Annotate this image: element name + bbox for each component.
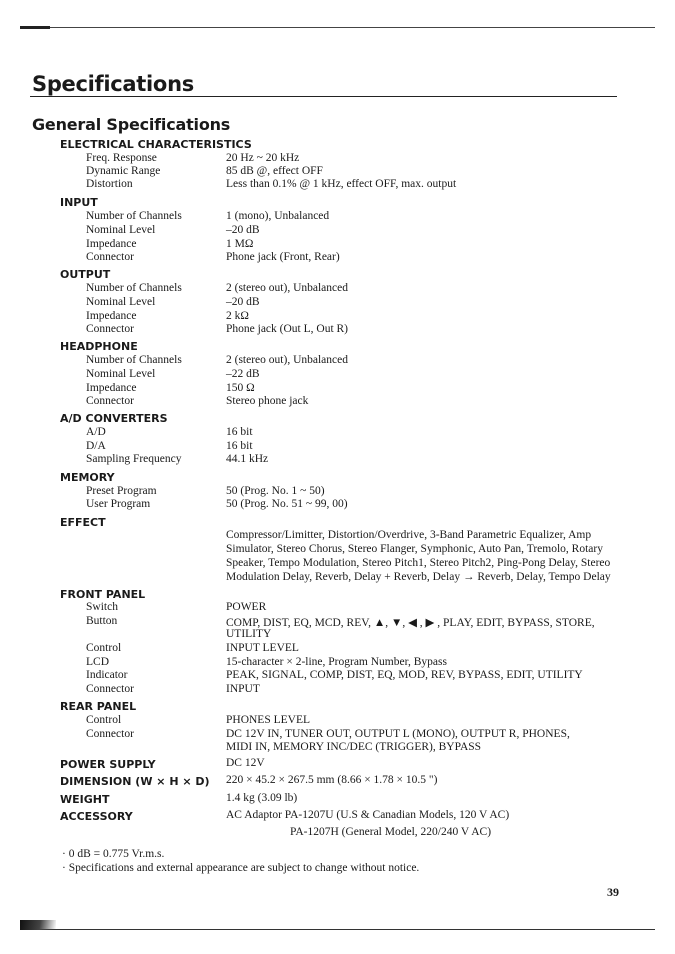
spec-value: POWER [226,601,267,613]
page-number: 39 [607,885,619,899]
heading-dimension: DIMENSION (W × H × D) [60,775,210,788]
spec-label: Number of Channels [86,282,182,294]
spec-label: Number of Channels [86,210,182,222]
spec-label: D/A [86,440,106,452]
spec-label: Nominal Level [86,224,156,236]
spec-value: 15-character × 2-line, Program Number, Bypass [226,656,447,668]
heading-input: INPUT [60,196,98,209]
heading-effect: EFFECT [60,516,106,529]
spec-label: Distortion [86,178,133,190]
spec-value: –22 dB [226,368,260,380]
spec-value: 20 Hz ~ 20 kHz [226,152,300,164]
bottom-rule [20,929,655,930]
spec-value: –20 dB [226,224,260,236]
spec-value: UTILITY [226,628,272,640]
spec-label: Preset Program [86,485,157,497]
heading-memory: MEMORY [60,471,115,484]
spec-label: Control [86,714,122,726]
spec-value: MIDI IN, MEMORY INC/DEC (TRIGGER), BYPASS [226,741,482,753]
heading-accessory: ACCESSORY [60,810,133,823]
spec-value: 1.4 kg (3.09 lb) [226,792,298,804]
spec-value: PA-1207H (General Model, 220/240 V AC) [290,826,492,838]
spec-value: –20 dB [226,296,260,308]
title-underline [30,96,617,97]
spec-label: Button [86,615,118,627]
heading-output: OUTPUT [60,268,111,281]
section-title: General Specifications [32,115,231,134]
spec-label: Impedance [86,238,137,250]
spec-label: Impedance [86,382,137,394]
spec-value: PEAK, SIGNAL, COMP, DIST, EQ, MOD, REV, BYPASS, EDIT, UTILITY [226,669,583,681]
spec-label: Impedance [86,310,137,322]
spec-label: Sampling Frequency [86,453,182,465]
spec-value: Less than 0.1% @ 1 kHz, effect OFF, max. output [226,178,457,190]
spec-value: 220 × 45.2 × 267.5 mm (8.66 × 1.78 × 10.5 ") [226,774,438,786]
spec-label: Connector [86,251,134,263]
spec-label: Connector [86,323,134,335]
spec-value: COMP, DIST, EQ, MCD, REV, ▲, ▼, ◀ , ▶ , PLAY, EDIT, BYPASS, STORE, [226,617,595,629]
bottom-rule-accent [20,920,56,930]
heading-weight: WEIGHT [60,793,110,806]
spec-label: Number of Channels [86,354,182,366]
spec-value: 16 bit [226,426,253,438]
spec-value: 2 kΩ [226,310,249,322]
spec-label: User Program [86,498,151,510]
spec-value: 2 (stereo out), Unbalanced [226,354,348,366]
spec-value: 16 bit [226,440,253,452]
spec-value: INPUT LEVEL [226,642,299,654]
spec-label: A/D [86,426,106,438]
spec-value: 85 dB @, effect OFF [226,165,323,177]
spec-value: Phone jack (Out L, Out R) [226,323,349,335]
spec-value: Phone jack (Front, Rear) [226,251,340,263]
spec-value: 50 (Prog. No. 1 ~ 50) [226,485,325,497]
heading-ad-converters: A/D CONVERTERS [60,412,168,425]
spec-label: Freq. Response [86,152,157,164]
spec-value: DC 12V IN, TUNER OUT, OUTPUT L (MONO), OUTPUT R, PHONES, [226,728,570,740]
spec-label: Switch [86,601,118,613]
spec-label: Nominal Level [86,368,156,380]
spec-value: INPUT [226,683,260,695]
page-title: Specifications [32,72,194,96]
spec-value: 50 (Prog. No. 51 ~ 99, 00) [226,498,348,510]
effect-list: Compressor/Limitter, Distortion/Overdrive, 3-Band Parametric Equalizer, Amp Simulator, Stereo Chorus, Stereo Flanger, Symphonic, Auto Pan, Tremolo, Rotary Speaker, Tempo Modulation, Stereo Pitch1, Stereo Pitch2, Ping-Pong Delay, Stereo Modulation Delay, Reverb, Delay + Reverb, Delay → Reverb, Delay, Tempo Delay [226,529,611,583]
spec-value: 150 Ω [226,382,255,394]
spec-label: Dynamic Range [86,165,161,177]
spec-value: AC Adaptor PA-1207U (U.S & Canadian Models, 120 V AC) [226,809,510,821]
heading-front-panel: FRONT PANEL [60,588,146,601]
spec-value: DC 12V [226,757,265,769]
heading-rear-panel: REAR PANEL [60,700,137,713]
spec-value: 2 (stereo out), Unbalanced [226,282,348,294]
spec-label: Control [86,642,122,654]
footnote: · Specifications and external appearance are subject to change without notice. [62,862,420,874]
heading-headphone: HEADPHONE [60,340,138,353]
spec-label: Nominal Level [86,296,156,308]
heading-electrical: ELECTRICAL CHARACTERISTICS [60,138,252,151]
top-rule [20,27,655,28]
spec-value: 1 MΩ [226,238,254,250]
spec-value: 44.1 kHz [226,453,269,465]
spec-value: PHONES LEVEL [226,714,311,726]
spec-label: Connector [86,683,134,695]
spec-label: Indicator [86,669,128,681]
spec-value: Stereo phone jack [226,395,309,407]
spec-value: 1 (mono), Unbalanced [226,210,330,222]
footnote: · 0 dB = 0.775 Vr.m.s. [62,848,165,860]
spec-label: Connector [86,395,134,407]
heading-power-supply: POWER SUPPLY [60,758,156,771]
spec-label: Connector [86,728,134,740]
spec-label: LCD [86,656,109,668]
top-rule-accent [20,26,50,29]
